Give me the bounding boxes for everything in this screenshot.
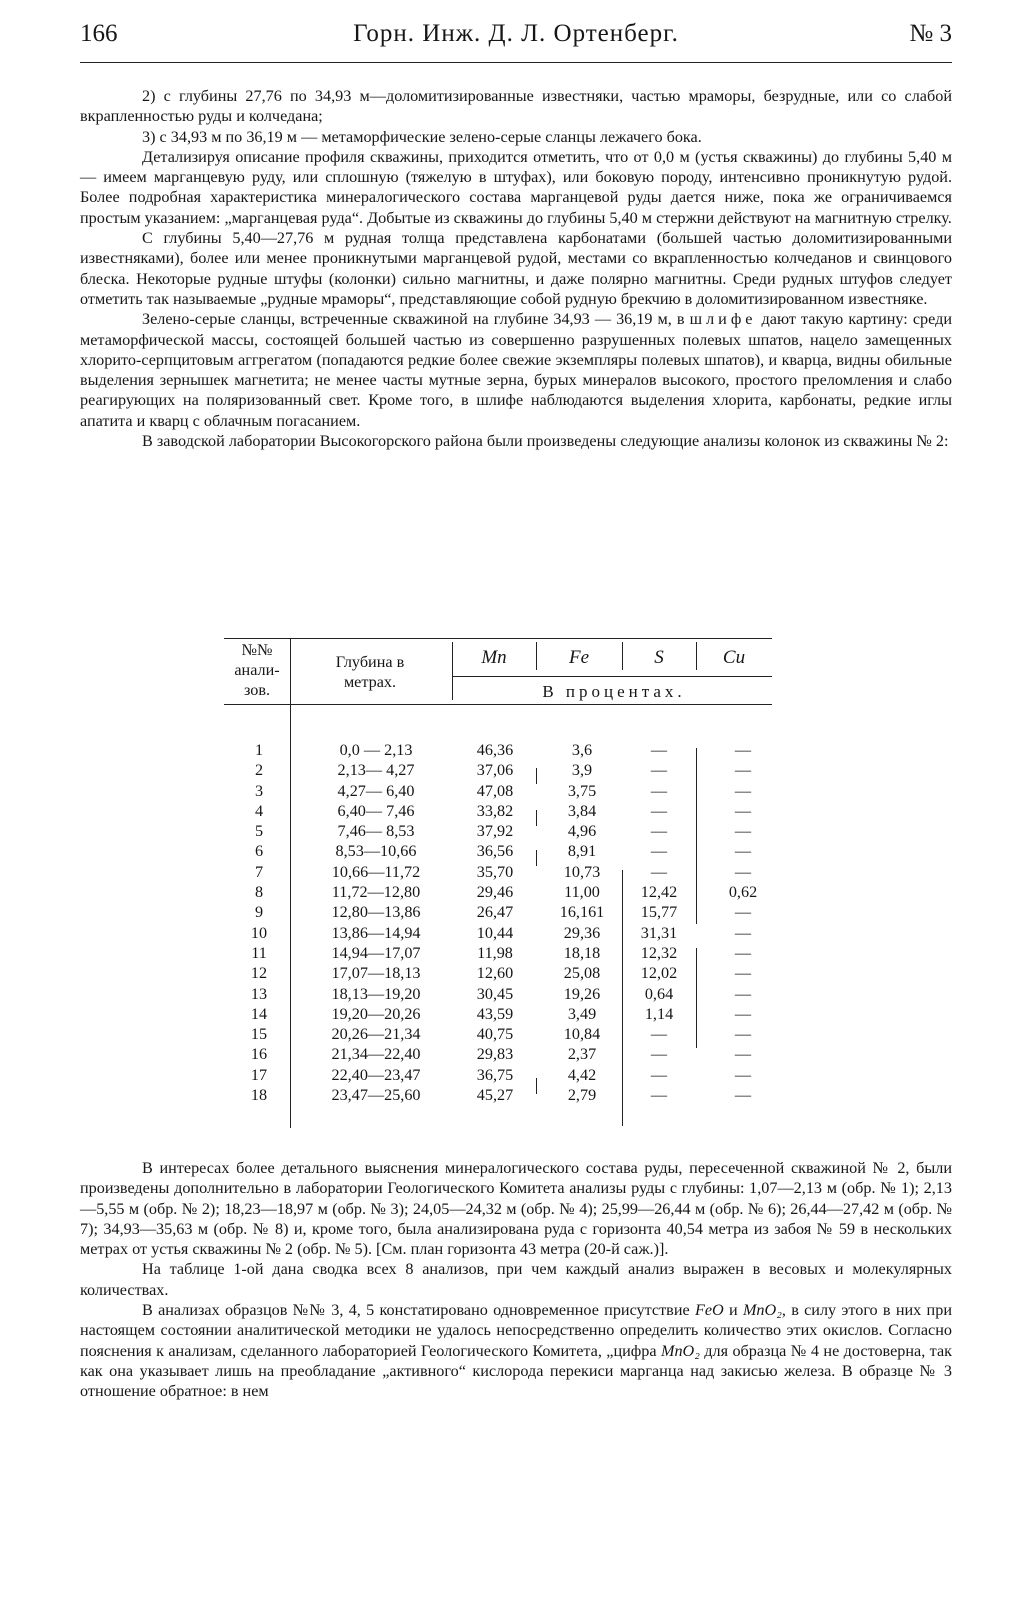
table-cell-cu: — (734, 903, 752, 922)
header-cu: Cu (722, 647, 746, 668)
table-mid-rule (452, 676, 772, 677)
table-cell-fe: 3,84 (567, 801, 597, 820)
page-number: 166 (80, 20, 118, 47)
table-cell-n: 6 (254, 842, 264, 861)
table-cell-n: 12 (250, 964, 268, 983)
analysis-table (224, 638, 784, 1138)
table-cell-n: 15 (250, 1025, 268, 1044)
text-run: Зелено-серые сланцы, встреченные скважиной на глубине 34,93 — 36,19 м, в (142, 310, 690, 329)
table-cell-mn: 36,75 (476, 1065, 514, 1084)
table-cell-mn: 37,92 (476, 822, 514, 841)
table-cell-fe: 2,79 (567, 1086, 597, 1105)
table-cell-n: 14 (250, 1004, 268, 1023)
table-cell-s: — (650, 1025, 668, 1044)
running-title: Горн. Инж. Д. Л. Ортенберг. (353, 20, 679, 47)
table-cell-fe: 29,36 (563, 923, 601, 942)
table-cell-cu: 0,62 (728, 883, 758, 902)
table-cell-fe: 19,26 (563, 984, 601, 1003)
column-mn (456, 740, 534, 1105)
table-cell-fe: 8,91 (567, 842, 597, 861)
table-cell-mn: 36,56 (476, 842, 514, 861)
table-cell-cu: — (734, 842, 752, 861)
table-cell-s: 31,31 (640, 923, 678, 942)
table-cell-n: 13 (250, 984, 268, 1003)
table-cell-s: — (650, 842, 668, 861)
table-cell-n: 2 (254, 761, 264, 780)
table-cell-cu: — (734, 822, 752, 841)
table-cell-n: 17 (250, 1065, 268, 1084)
table-cell-s: 15,77 (640, 903, 678, 922)
paragraph-oxides (80, 1300, 952, 1401)
table-cell-cu: — (734, 1086, 752, 1105)
table-cell-s: 12,02 (640, 964, 678, 983)
column-analysis-number (224, 740, 294, 1105)
table-cell-depth: 23,47—25,60 (331, 1086, 421, 1105)
table-cell-cu: — (734, 862, 752, 881)
table-cell-n: 7 (254, 862, 264, 881)
table-cell-cu: — (734, 761, 752, 780)
table-cell-cu: — (734, 1065, 752, 1084)
table-cell-s: — (650, 761, 668, 780)
header-rule (80, 62, 952, 63)
table-cell-depth: 21,34—22,40 (331, 1045, 421, 1064)
page-header (80, 14, 952, 54)
table-cell-fe: 3,49 (567, 1004, 597, 1023)
table-column-rule (696, 748, 697, 924)
table-cell-fe: 10,84 (563, 1025, 601, 1044)
table-column-tick (536, 810, 537, 826)
table-cell-depth: 2,13— 4,27 (337, 761, 415, 780)
table-cell-n: 4 (254, 801, 264, 820)
table-cell-mn: 46,36 (476, 741, 514, 759)
text-run: и (723, 1301, 743, 1320)
text-run: , в силу этого в них при настоящем состоянии аналитической методики не удалось непосредственно определить количество этих окислов. Согласно пояснения к анализам, сделанного лабораторией Геологического Комитета, „цифра (80, 1301, 952, 1360)
table-cell-cu: — (734, 781, 752, 800)
table-cell-s: 12,42 (640, 883, 678, 902)
table-cell-fe: 16,161 (559, 903, 605, 922)
table-cell-fe: 3,9 (571, 761, 593, 780)
table-cell-s: — (650, 801, 668, 820)
table-cell-cu: — (734, 801, 752, 820)
table-cell-fe: 3,75 (567, 781, 597, 800)
table-cell-mn: 35,70 (476, 862, 514, 881)
table-cell-depth: 4,27— 6,40 (337, 781, 415, 800)
table-cell-fe: 10,73 (563, 862, 601, 881)
formula-mno2: MnO₂ (660, 1341, 700, 1360)
formula-mno2: MnO₂ (742, 1301, 782, 1320)
header-s: S (654, 647, 664, 668)
table-cell-depth: 10,66—11,72 (331, 862, 421, 881)
table-cell-n: 1 (254, 741, 264, 759)
table-cell-mn: 29,83 (476, 1045, 514, 1064)
formula-feo: FeO (694, 1301, 724, 1320)
table-cell-cu: — (734, 1045, 752, 1064)
table-cell-n: 8 (254, 883, 264, 902)
text-run: дают такую картину: среди метаморфической массы, состоящей большей частью из совершенно разрушенных полевых шпатов, нацело замещенных хлорито-серпцитовым аггрегатом (попадаются редкие более свежие экземпляры полевых шпатов), и кварца, видны обильные выделения зернышек магнетита; не менее часты мутные зерна, бурых минералов высокого, простого преломления и слабо реагирующих на поляризованный свет. Кроме того, в шлифе наблюдаются выделения хлорита, карбонаты, редкие иглы апатита и кварц с облачным погасанием. (80, 310, 952, 430)
table-cell-depth: 12,80—13,86 (331, 903, 421, 922)
table-cell-depth: 6,40— 7,46 (337, 801, 415, 820)
table-cell-mn: 12,60 (476, 964, 514, 983)
table-cell-n: 3 (254, 781, 264, 800)
paragraph: На таблице 1-ой дана сводка всех 8 анализов, при чем каждый анализ выражен в весовых и молекулярных количествах. (80, 1260, 952, 1299)
table-cell-cu: — (734, 943, 752, 962)
table-cell-s: — (650, 1086, 668, 1105)
table-cell-n: 10 (250, 923, 268, 942)
table-column-tick (536, 1078, 537, 1094)
table-cell-n: 5 (254, 822, 264, 841)
table-cell-depth: 19,20—20,26 (331, 1004, 421, 1023)
table-cell-s: 1,14 (644, 1004, 674, 1023)
table-column-rule (696, 948, 697, 1048)
text-run: для образца № 4 не достоверна, так как она указывает лишь на преобладание „активного“ кислорода перекиси марганца над закисью железа. В образце № 3 отношение обратное: в нем (80, 1341, 952, 1401)
table-cell-fe: 18,18 (563, 943, 601, 962)
table-cell-depth: 11,72—12,80 (331, 883, 421, 902)
text-run: В анализах образцов №№ 3, 4, 5 констатировано одновременное присутствие (142, 1301, 695, 1320)
column-s (622, 740, 696, 1105)
table-cell-depth: 18,13—19,20 (331, 984, 421, 1003)
paragraph: С глубины 5,40—27,76 м рудная толща представлена карбонатами (большей частью доломитизированными известняками), более или менее проникнутыми марганцевой рудой, местами со вкрапленностью колчеданов и свинцового блеска. Некоторые рудные штуфы (колонки) сильно магнитны, и даже полярно магнитны. Среди рудных штуфов следует отметить так называемые „рудные мраморы“, представляющие собой рудную брекчию в доломитизированном известняке. (80, 229, 952, 308)
table-cell-cu: — (734, 1004, 752, 1023)
table-header-rule (224, 704, 772, 705)
table-cell-n: 18 (250, 1086, 268, 1105)
paragraph: В интересах более детального выяснения минералогического состава руды, пересеченной скважиной № 2, были произведены дополнительно в лаборатории Геологического Комитета анализы руды с глубины: 1,07—2,13 м (обр. № 1); 2,13—5,55 м (обр. № 2); 18,23—18,97 м (обр. № 3); 24,05—24,32 м (обр. № 4); 25,99—26,44 м (обр. № 6); 26,44—27,42 м (обр. № 7); 34,93—35,63 м (обр. № 8) и, кроме того, была анализирована руда с горизонта 40,54 метра из забоя № 59 в нескольких метрах от устья скважины № 2 (обр. № 5). [См. план горизонта 43 метра (20-й саж.)]. (80, 1159, 952, 1259)
table-cell-mn: 33,82 (476, 801, 514, 820)
table-cell-depth: 17,07—18,13 (331, 964, 421, 983)
table-cell-depth: 22,40—23,47 (331, 1065, 421, 1084)
table-cell-mn: 37,06 (476, 761, 514, 780)
header-depth: Глубина в метрах. (335, 653, 405, 691)
spaced-word: шлифе (689, 310, 757, 329)
body-text-top (80, 86, 952, 451)
header-fe: Fe (568, 647, 590, 668)
table-cell-s: — (650, 1065, 668, 1084)
body-text-bottom (80, 1158, 952, 1402)
table-top-rule (224, 638, 772, 639)
table-cell-s: 12,32 (640, 943, 678, 962)
table-column-tick (536, 850, 537, 866)
table-cell-cu: — (734, 923, 752, 942)
table-cell-s: — (650, 741, 668, 759)
column-fe (540, 740, 624, 1105)
table-cell-mn: 26,47 (476, 903, 514, 922)
table-cell-mn: 40,75 (476, 1025, 514, 1044)
column-cu (702, 740, 784, 1105)
paragraph-shlif (80, 309, 952, 431)
table-cell-s: — (650, 781, 668, 800)
table-cell-fe: 4,96 (567, 822, 597, 841)
table-cell-cu: — (734, 984, 752, 1003)
table-cell-fe: 4,42 (567, 1065, 597, 1084)
table-cell-s: — (650, 1045, 668, 1064)
paragraph: 2) с глубины 27,76 по 34,93 м—доломитизированные известняки, частью мраморы, безрудные, или со слабой вкрапленностью руды и колчедана; (80, 87, 952, 126)
table-column-tick (536, 768, 537, 784)
table-cell-mn: 29,46 (476, 883, 514, 902)
table-cell-cu: — (734, 741, 752, 759)
paragraph: В заводской лаборатории Высокогорского района были произведены следующие анализы колонок из скважины № 2: (142, 432, 949, 451)
table-cell-cu: — (734, 964, 752, 983)
table-cell-n: 11 (251, 943, 267, 962)
table-cell-cu: — (734, 1025, 752, 1044)
header-analysis-number: №№ анали- зов. (234, 641, 280, 699)
table-cell-mn: 10,44 (476, 923, 514, 942)
table-cell-mn: 45,27 (476, 1086, 514, 1105)
table-cell-mn: 30,45 (476, 984, 514, 1003)
table-cell-n: 9 (254, 903, 264, 922)
table-cell-depth: 0,0 — 2,13 (339, 741, 413, 759)
column-depth (302, 740, 450, 1105)
paragraph: Детализируя описание профиля скважины, приходится отметить, что от 0,0 м (устья скважины) до глубины 5,40 м — имеем марганцевую руду, или сплошную (тяжелую в штуфах), или боковую породу, интенсивно проникнутую рудой. Более подробная характеристика минералогического состава марганцевой руды дается ниже, пока же ограничиваемся простым указанием: „марганцевая руда“. Добытые из скважины до глубины 5,40 м стержни действуют на магнитную стрелку. (80, 147, 952, 227)
issue-number: № 3 (909, 20, 952, 47)
table-cell-s: — (650, 862, 668, 881)
header-percent: В процентах. (542, 682, 686, 701)
table-cell-fe: 2,37 (567, 1045, 597, 1064)
table-cell-s: 0,64 (644, 984, 674, 1003)
table-cell-s: — (650, 822, 668, 841)
paragraph: 3) с 34,93 м по 36,19 м — метаморфические зелено-серые сланцы лежачего бока. (142, 127, 702, 146)
header-mn: Mn (481, 647, 507, 668)
table-cell-fe: 25,08 (563, 964, 601, 983)
table-cell-mn: 43,59 (476, 1004, 514, 1023)
table-cell-depth: 8,53—10,66 (335, 842, 417, 861)
table-cell-fe: 3,6 (571, 741, 593, 759)
table-cell-depth: 13,86—14,94 (331, 923, 421, 942)
table-cell-mn: 11,98 (477, 943, 513, 962)
table-cell-depth: 7,46— 8,53 (337, 822, 415, 841)
table-cell-n: 16 (250, 1045, 268, 1064)
table-cell-depth: 20,26—21,34 (331, 1025, 421, 1044)
table-cell-depth: 14,94—17,07 (331, 943, 421, 962)
table-cell-fe: 11,00 (564, 883, 600, 902)
table-cell-mn: 47,08 (476, 781, 514, 800)
